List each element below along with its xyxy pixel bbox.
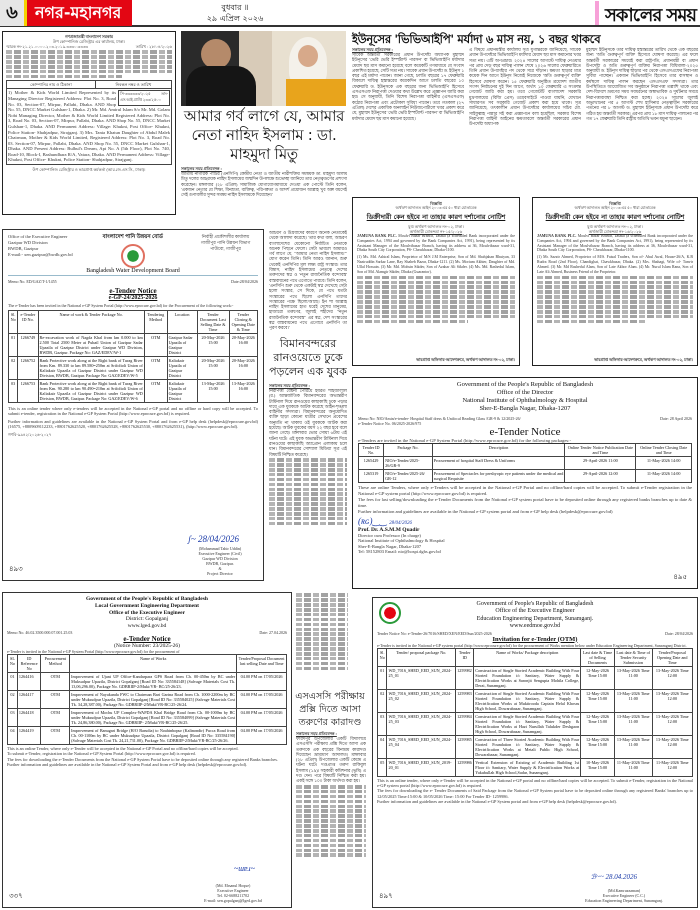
cell-sec: 13-May-2026 Time 11:00	[614, 735, 652, 758]
reg-no: সি-৩৩৩৩৩৩/২০২৫ তাং- এস.আই.প্রাপ্তি ২৩৩/২৫০০	[118, 90, 170, 105]
office-line: Gazipur WD Division	[8, 240, 48, 245]
cell-name: Construction of Single Storied Academic Building With Four Storied Foundation i/c Sanitary, Water Supply & Electrification Works at Hazi Nurullah Talukder Deshgaon High School, Dowarabazar, Sunamganj.	[475, 713, 580, 734]
office-line: Office of the Executive Engineer	[8, 234, 68, 239]
company-table	[6, 80, 172, 165]
column-header: Tender/Proposal Document last selling Date and Time	[237, 654, 287, 672]
cell-desc: Procurement of Spectacles for presbyopic eye patients under the medical and surgical Requisite	[433, 471, 564, 481]
col-reg: নিবন্ধন নম্বর ও তারিখ	[95, 81, 171, 89]
cell-name: Improvement of Nayakanda FWC to Chairman Bari Garina Road from Ch. 1000-2200m by BC under Muksudpur Upazila, District Gopalganj [Road ID No: 335584025] (Salvage Materials Cost Tk. 34,28,387.00), Package No. GDBRIIP-2/Muki/VR-BC/25-26/24.	[71, 691, 236, 707]
byline: সকালের সময় প্রতিবেদক :	[181, 166, 222, 171]
cell-pkg: WD_7016_SHED_EED_SUN_2024-25_02	[387, 689, 456, 712]
rjsc-notice	[2, 31, 176, 215]
cell-sl: 04	[378, 735, 387, 758]
nio-tender-notice	[352, 377, 698, 589]
cell-close: 20-May-2026 16:00	[229, 334, 257, 357]
para: This is an online Tender, where only e-Tender will be accepted in the National e-GP Portal and no offline/hard copies will be accepted.	[7, 745, 239, 751]
cell-name: Improvement of Ujani UP Office-Kandarpara GPS Road from Ch. 00-450m by BC under Muksudpur Upazila, District Gopalganj [Road ID No: 335584148] (Salvage Materials Cost Tk. 13,06,296.00), Package No. GDBRIIP-2/Muki/VR- BC/25-26/23.	[71, 673, 236, 689]
story-body: আচরণ ও উগ্রবাদের কারণে অনেক নেতাকেই থেকে আলাদা করেছে। 'তার কথা বলা, আচরণ বাংলাদেশের যেকোনো নির্বাচিত নেতাকে অনেক পিছনে ফেলে। সেটা ভাবলে আমারও গর্ব লাগে যে, "আমার নেতা নাহিদ ইসলাম।"' যোগ করেন তিনি। তিনি আরও জানান, শুরু থেকেই এনসিপির মূল লক্ষ্য রাষ্ট্র সংস্কার। তার বিশ্বাস, নাহিদ ইসলামের নেতৃত্বে দেশের তরুণদের স্বপ্ন ও 'নতুন রাজনৈতিক বন্দোবস্ত' বাস্তবায়নের পথে এগোতে পারবে। তিনি বলেন, 'এনসিপি শুরু থেকে একটাই স্বপ্ন দেখেছে সেটা হলো সংস্কার, সে দিকে, যে পথে যতটা সংস্কারের পথে ছিলো এনসিপি তাদের সংস্কারের পক্ষে ছিলো/আছে। ইন শা আল্লাহ নাহিদ ইসলামের হাত ধরেই দেশের মানুষের, হাজারো তরুণের, জুলাই শহীদের "নতুন রাজনৈতিক বন্দোবস্ত" এর স্বপ্ন, দেশ সংস্কারের স্বপ্ন বাস্তবায়নের পথে এগোবে এনসিপি তা পূরণ করবে।'	[269, 230, 347, 330]
col-company: কোম্পানির নাম ও ঠিকানা	[7, 81, 96, 89]
cell-pub: 29-April-2026 11:00	[565, 457, 636, 470]
cell-id: 1259983	[456, 689, 474, 712]
para: To submit e-Tender, registration in the National e-GP System Portal (http://www.eprocure.gov.bd) is required.	[7, 751, 196, 757]
cell-sec: 13-May-2026 Time 11:00	[614, 712, 652, 735]
cell-desc: Procurement of hospital Staff Dress & Uniforms	[432, 457, 565, 470]
cell-id: 1259986	[456, 758, 474, 776]
headline-airport: বিমানবন্দরের রানওয়েতে ঢুকে পড়লেন এক যুবক	[269, 337, 347, 378]
cell-sl: 02	[9, 357, 18, 380]
column-header: Tendering Method	[144, 311, 167, 334]
cell-method: OTM	[144, 357, 167, 380]
cell-location: Kaliakair Upazila of Gazipur District	[167, 357, 197, 380]
header-line: Government of the People's Republic of Bangladesh	[456, 381, 594, 388]
byline: সকালের সময় প্রতিবেদক :	[352, 47, 393, 52]
masthead	[0, 0, 700, 27]
nio-tender-table	[358, 443, 692, 483]
cell-date: 04.00 PM on 17/05/2026	[237, 690, 287, 708]
cell-sell: 12-May-2026 Time 15:00	[581, 735, 615, 758]
photo-mitu	[181, 31, 346, 106]
jamuna-bank-notice	[352, 197, 520, 366]
cell-sell: 20-May-2026 15:00	[197, 334, 229, 357]
notice-subtitle: e-GP-24/2025-2026	[108, 295, 158, 301]
cell-id: 1264416	[17, 672, 41, 690]
memo: Memo No. ED/GAZ/T-1/1455	[8, 279, 57, 284]
cell-method: OTM	[41, 672, 70, 690]
notice-title: Invitation for e-Tender (OTM)	[492, 635, 578, 643]
column-header: Name of Works	[70, 654, 237, 672]
cell-date: 04.00 PM on 17/05/2026	[237, 726, 287, 744]
cell-sell: 12-May-2026 Time 15:00	[581, 689, 615, 712]
bwdb-tender-table	[8, 310, 258, 403]
column-header: Name of work & Tender Package No.	[38, 311, 144, 334]
header-line: Government of the People's Republic of Bangladesh	[86, 596, 208, 602]
notice-intro: The e-Tender has been invited in the National e-GP System Portal (http://www.eprocure.gov.bd) for the Procurement of the following work:-	[8, 303, 234, 308]
notice-subtitle: (Notice Number: 23/2025-26)	[114, 642, 180, 649]
court: যুগ্ম অর্থঋণ আদালত নং-০২, ঢাকা।	[587, 224, 643, 229]
notice-intro: e-Tenders are invited in the National e-GP System Portal (http://www.eprocure.gov.bd) for the following packages:-	[358, 438, 571, 443]
cell-sl: 03	[378, 712, 387, 735]
case-number: অর্থজারী মোকদ্দমা নং-১৫/২০২৬	[409, 229, 463, 234]
date: ২৯ এপ্রিল ২০২৬	[206, 14, 264, 23]
signature: ~ɯɐɹ~	[233, 864, 255, 873]
story-body: নিরাপত্তা বেষ্টনী পেরিয়ে হযরত শাহজালাল (র.) আন্তর্জাতিক বিমানবন্দরের অভ্যন্তরীণ টার্মিনাল দিয়ে রানওয়ের কাছাকাছি ঢুকে পড়ার দায়ে এক যুবককে আটক করেছে আইন-শৃঙ্খলা বাহিনীর সদস্যরা। বিমানবন্দরের অনুমোদিত ব্যক্তি ছাড়া কোনো যাত্রীর সেখানে প্রবেশের অনুমতি না থাকায় ওই যুবককে আটক করা হয়েছে। আটক যুবকের বয়স ২২ বছর হবে বলে জানা গেছে। মঙ্গলবার ভোর সোয়া ৬টায় এই ঘটনা ঘটে। এই যুবক অভ্যন্তরীণ টার্মিনাল দিয়ে রানওয়ের কাছাকাছি অ্যাপ্রোন এলাকায় চলে যান। বিমানবন্দরের সোশ্যাল মিডিয়া সূত্র এই বিষয়টি নিশ্চিত করেছে।	[269, 388, 347, 457]
cell-open: 11-May-2026 Time 12:00	[652, 758, 692, 776]
para: Further information and guidelines are available in the National e-GP System Portal and from e-GP help desk (helpdesk@eprocure.gov.bd).	[7, 761, 248, 767]
column-header: Location	[167, 311, 197, 334]
ad-code: ৪৯৩	[9, 565, 23, 573]
memo: Memo No: NIO/Amin/e-tender- Hospital Staff dress & Unifocal Reading Glass /GR-9 & 12/2025-26/	[358, 416, 521, 421]
story-exam-top	[296, 592, 348, 688]
header-line: Office of the Executive Engineer	[495, 608, 575, 615]
column-header: e-Tender ID No.	[18, 311, 38, 334]
signer-line: &	[218, 566, 222, 571]
para: The fees for downloading the e-Tender Documents from the National e-GP System Portal have to be deposited online through any registered Banks branches.	[7, 756, 279, 762]
notice-footer: ভারপ্রাপ্ত অফিসার-আদেশক্রমে, অর্থঋণ আদালত নং-০২, ঢাকা।	[594, 357, 693, 362]
cell-pkg: WD_7016_SHED_EED_SUN_2019-20_01	[387, 758, 456, 776]
header-link[interactable]: www.eedmoe.gov.bd	[509, 623, 561, 630]
byline: সকালের সময় প্রতিবেদক :	[269, 383, 310, 388]
date: Date: 28/04/2026	[665, 630, 693, 636]
cell-method: OTM	[41, 726, 70, 744]
lged-tender-notice	[2, 592, 292, 908]
header-line: Government of People's Republic of Bangladesh	[476, 601, 594, 607]
memo: Memo No. 46.02.3500.000.07.001.25.03	[7, 629, 73, 635]
cell-pkg: WD_7016_SHED_EED_SUN_2024-25_04	[387, 735, 456, 758]
cell-close: 11-May-2026 14:00	[636, 470, 692, 483]
signer-line: BWDB, Gazipur.	[206, 561, 234, 566]
notice-title: ডিক্রীদারী কেন হইবে না তাহার কারণ দর্শানোর নোটিশ	[545, 213, 685, 221]
defendants: (1) Mr. Sazzir Ahmed, Proprietor of M/S. Faisal Traders, Son of- Abul Awal, House-26/A, K.B Rudra Road (2nd Floor), Chandighat, Chawkbazar, Dhaka. (2) Mrs. Shahagi, Wife of- Tanvir Ahmed. (3) Mr. Md Rashedul Alam, Son of Late Akbor Alam. (4) Mr. Nurul Islam Rana, Son of Late Ali Ahmed, Business Friend of the Proprietor.	[537, 255, 693, 274]
table-row	[359, 457, 692, 470]
story-body: ফরিদপুর উপজেলার একটি বিদ্যালয়ে এসএসসি পরীক্ষায় প্রক্সি দিতে আসা এক তরুণকে এক বছরের বিনাশ্রম কারাদণ্ড দিয়েছেন ভ্রাম্যমাণ আদালত। মঙ্গলবার (২৮ এপ্রিল) উপজেলার একটি কেন্দ্রে এ ঘটনা ঘটে। দণ্ডপ্রাপ্ত তরুণ রাকিবুল ইসলাম (১৯)। সহকারী কমিশনার (ভূমি) এ দণ্ড দেন। পরে বিষয়টি নিশ্চিত করা হয়। একই সঙ্গে ১০০ টাকা অর্থদণ্ড করা হয়।	[296, 736, 366, 784]
notice-title: e-Tender Notice	[123, 634, 171, 643]
ad-code: ৪৯৭	[379, 892, 393, 900]
table-row	[8, 672, 287, 690]
cell-id: 1264417	[17, 690, 41, 708]
kicker: বিজ্ঞপ্তি	[609, 201, 621, 206]
column-header: SL No	[8, 654, 18, 672]
para: The fees for last selling/downloading the e-Tender Documents from the National e-GP system portal have to be deposited online through any registered banks branches up to date & time.	[358, 497, 692, 508]
cell-location: Gazipur Sadar Upazila of Gazipur District	[167, 334, 197, 357]
headline-yunus: ইউনূসের 'ভিভিআইপি' মর্যাদা ৬ মাস নয়, ১ বছর থাকবে	[352, 32, 601, 46]
signer-line: Gazipur WD Division	[202, 556, 238, 561]
ad-code: ৪৯৫	[673, 573, 687, 581]
notice-gov: গণপ্রজাতন্ত্রী বাংলাদেশ সরকার	[64, 34, 113, 39]
eed-tender-table	[377, 648, 693, 777]
cell-open: 13-May-2026 Time 12:00	[652, 666, 692, 689]
table-row	[378, 712, 693, 735]
ad-code: ৩৩৭	[9, 892, 23, 900]
cell-close: 13-May-2026 16:00	[229, 380, 257, 403]
story-col: এ বিষয়ে প্রধানমন্ত্রীর কার্যালয় সূত্র যুগান্তরকে জানিয়েছে, সাবেক প্রধান উপদেষ্টার ভিভিআইপি মর্যাদার মেয়াদ ছয় মাস কমানোর খবর সত্য নয়। এটি অপপ্রচার। ২০২৪ সালের আগস্টে দায়িত্ব নেওয়ার পর প্রায় দেড় বছর দায়িত্ব পালন শেষে ২০২৬ সালের ফেব্রুয়ারিতে তিনি প্রধান উপদেষ্টার পদ থেকে সরে দাঁড়ান। ক্ষমতা ছাড়ার মাত্র কয়েক দিন আগে ইউনূস নিজেই নিজেকে 'অতি গুরুত্বপূর্ণ ব্যক্তি' হিসেবে ঘোষণা করেন। ১৫ ফেব্রুয়ারি অনুষ্ঠিত ত্রয়োদশ জাতীয় সংসদ নির্বাচনের দুই দিন আগে, অর্থাৎ ১০ ফেব্রুয়ারি এ সংক্রান্ত গেজেট জারি করা হয়। তবে গেজেটটি বাংলাদেশ সরকারি মুদ্রণালয়ের (বিজি প্রেস) ওয়েবসাইটে পাওয়া যায়নি, যেখানে সাধারণত সব সরকারি গেজেট প্রকাশ করা হয়ে থাকে। সূত্র জানিয়েছে, তৎকালীন প্রধান উপদেষ্টার কার্যালয়ের সচিব মো. সাইফুল্লাহ পান্নার সই করা প্রজ্ঞাপনে বলা হয়েছিল, সরকার বিশেষ নিরাপত্তা বাহিনী আইনের ক্ষমতাবলে অন্তর্বর্তী সরকারের প্রধান উপদেষ্টা অধ্যাপক	[469, 47, 581, 127]
header-line: Sher-E-Bangla Nagar, Dhaka-1207	[479, 405, 571, 412]
office-bn: পাউবো, গাজীপুর	[210, 246, 241, 251]
column-header: Last date & Time of Selling Documents	[581, 648, 615, 666]
story-yunus	[352, 47, 698, 192]
notice-intro: e-Tender is invited in the National e-GP System Portal (http://www.eprocure.gov.bd) for the procurement of	[7, 648, 180, 654]
cell-sl: 03	[9, 380, 18, 403]
table-row	[8, 690, 287, 708]
date: Date: 28 April 2026	[660, 416, 692, 421]
para: Further information and guidelines are available in the National e-GP System portal and from e-GP help desk (helpdesk@eprocure.gov.bd).	[377, 798, 617, 804]
signature: ℬ~~ 28.04.2026	[590, 873, 637, 881]
notice-footer: উপ কোম্পানিজ রেজিস্ট্রার ও ভারপ্রাপ্ত কর্মকর্তা (আর.জে.এস.সি., ঢাকা)।	[32, 167, 146, 173]
signature: (ʀɢ)‿‿ 28/04/2026	[358, 515, 412, 526]
cell-location: Kaliakair Upazila of Gazipur District	[167, 380, 197, 403]
signer-line: National Institute of Ophthalmology & Hospital	[358, 538, 445, 544]
office-bn: নির্বাহী প্রকৌশলীর কার্যালয়	[201, 234, 250, 239]
cell-id: 1266749	[18, 334, 38, 357]
signer-name: Prof. Dr. A.S.M.M Quadir	[358, 526, 420, 533]
cell-sl: 02	[378, 689, 387, 712]
cell-sl: 01	[378, 666, 387, 689]
cell-sell: 12-May-2026 Time 15:00	[581, 712, 615, 735]
cell-sl: 05	[378, 758, 387, 776]
story-mitu	[181, 166, 347, 230]
cell-id: 1264418	[17, 708, 41, 726]
cell-date: 04.00 PM on 17/05/2026	[237, 708, 287, 726]
story-airport	[269, 383, 347, 571]
notice-title: e-Tender Notice	[489, 426, 561, 438]
bangladesh-govt-logo-icon	[379, 602, 401, 624]
column-header: Tender/ proposal package No.	[387, 648, 456, 666]
story-body: জাতীয় নাগরিক পার্টির (এনসিপি) কেন্দ্রীয় নেতা ও জাতীয় নারীশক্তির সমন্বয়ক ডা. মাহমুদা আলম মিতু দলের আহ্বায়ক নাহিদ ইসলামের জন্মদিন উপলক্ষে শুভেচ্ছা জানিয়ে তার নেতৃত্বগুণের প্রশংসা করেছেন। মঙ্গলবার (২৮ এপ্রিল) সামাজিক যোগাযোগমাধ্যমে দেওয়া এক পোস্টে তিনি বলেন, 'একজন নেতার যে শিক্ষা, বিনম্রতা, ব্যক্তিত্ব, পরিপক্বতা ও আদর্শ প্রয়োজন আল্লাহ খুব অল্প বয়সেই সেই গুণাবলীর সুন্দর সমন্বয় নাহিদ ইসলামকে দিয়েছেন।'	[181, 171, 347, 198]
table-row	[359, 470, 692, 483]
column-header: Tender Closing & Opening Date & Time	[229, 311, 257, 334]
newspaper-logo: সকালের সময়	[595, 1, 696, 25]
notice-title: ডিক্রীদারী কেন হইবে না তাহার কারণ দর্শানোর নোটিশ	[366, 213, 506, 221]
bwdb-logo-icon	[121, 244, 145, 268]
cell-name: Vertical Extension of Existing of Academic Building 1st Floor i/c Sanitary, Water Supply & Electrification Works at Yakubullah High School,Sadar, Sunamganj.	[475, 759, 580, 775]
office-bn: গাজীপুর পানি উন্নয়ন বিভাগ	[200, 240, 251, 245]
cell-sec: 13-May-2026 Time 11:00	[614, 666, 652, 689]
headline-exam: এসএসসি পরীক্ষায় প্রক্সি দিতে আসা তরুণের কারাদণ্ড	[295, 691, 365, 728]
column-header: Tender ID	[456, 648, 474, 666]
defendants: (1) Ms. Md. Ashiral Islam, Proprietor of M/S J.M Enterprise, Son of Md. Shahjahan Bhuiyan, 33 Naziruddin Sarkar Lane, Ray Shaheb Bazar, Dhaka-1211. (2) Ms. Morium Akhter, Daughter of Md. Ullal Hossain. (3) Mr. Md. Mohsin Sikder, Son of Azahar Ali Sikder. (4) Ms. Md. Rashedul Islam, Son of Md. Alamgir Sikder, Dhaka (Guarantor).	[357, 255, 515, 274]
signer-line: E-mail: xen.gopalganj@lged.gov.bd	[204, 898, 262, 903]
cell-name: Construction of Three Storied Academic Building With Four Storied Foundation i/c Sanitary, Water Supply & Electrification Works at Metali Public High School, Dowarabazar, Sunamganj.	[475, 736, 580, 757]
cell-pkg: NIO/e-Tender/2025-26/GR-9	[384, 457, 433, 470]
cell-id: 1264419	[17, 726, 41, 744]
header-line: Local Government Engineering Department	[94, 602, 200, 609]
cell-id: 1259985	[456, 735, 474, 758]
issue-date	[190, 2, 280, 24]
cell-name: Construction of Single Storied Academic Building With Four Storied Foundation i/c Sanitary, Water Supply & Electrification Works at Saronjit Sengupta Mohila College, Derai, Sunamganj.	[475, 667, 580, 688]
sign-date: 28.04.2026	[605, 873, 637, 881]
para: The fees for downloading the e- Tender Documents of Said Package from the National e-GP System portal have to be deposited online through any registered Banks' branches up to 12/05/2025 Time:15:00 & 10/05/2026 Time: 15:00 For Tender ID- 1259986.	[377, 788, 693, 799]
signature: ʃ~ 28/04/2026	[188, 534, 239, 544]
cell-pkg: WD_7016_SHED_EED_SUN_2024-25_03	[387, 712, 456, 735]
header-link[interactable]: www.lged.gov.bd	[127, 623, 167, 630]
office-email: E-mail:- xen.gazipur@bwdb.gov.bd	[8, 252, 73, 257]
signer-line: Director cum Professor (In charge)	[358, 532, 421, 538]
cell-open: 13-May-2026 Time 12:00	[652, 735, 692, 758]
signer-block	[559, 888, 689, 903]
table-row	[9, 380, 258, 403]
table-row	[8, 726, 287, 744]
cell-name: Bank Protective work along at the Right bank of Turag River from Km. 89.330 to km 89.580=250m at Srifoltoli Union of Kaliakair Upazila of Gazipur District under Gazipur WD Division, BWDB, Gazipur. Package No: GAZ/EDEV/W-5	[39, 358, 143, 378]
cell-id: 1259982	[456, 666, 474, 689]
table-row	[378, 735, 693, 758]
signer-block	[183, 883, 283, 903]
cell-id: 1266752	[18, 357, 38, 380]
cell-method: OTM	[144, 380, 167, 403]
column-header: Name of Works/ Package description	[474, 648, 581, 666]
notice-number: e-Tender Notice No. 06/2025-2026/975	[358, 421, 422, 426]
table-row	[8, 708, 287, 726]
company-text: 1) Mother & Kids World Limited Represented by its Managing Director Registered Address: Plot No. 3, Road No. 03, Section-07, Mirpur, Pallabi, Dhaka. AND Shop No. 55, DNCC Market Gulshan-1, Dhaka. 2) Mr. Md. Amirul Islam S/o Mr. Md. Golam Nobi Managing Director, Mother & Kids World Limited Registered Address: Plot No. 3, Road No. 03, Section-07, Mirpur, Pallabi, Dhaka. AND Shop No. 55, DNCC Market Gulshan-1, Dhaka. AND Permanent Address: Village: Khukni, Post Office- Khukni, Police Station- Shahjadpur, Sirajganj. 3) Mrs. Tania Khatun Daughter of Abdul Malek Chairman, Mother & Kids World Limited, Registered Address: Plot No. 3, Road No. 03. Section-07, Mirpur, Pallabi, Dhaka. AND Shop No. 55, DNCC Market Gulshan-1, Dhaka. AND Present Address: Bulbul's Dream, Apt No. A (5th Floor), Plot No. 740, Road-10, Block-I, Bashundhara R/A, Vatara, Dhaka. AND Permanent Address: Village- Khukni, Post Office- Khukni, Police Station- Shahjadpur, Sirajganj.	[8, 90, 170, 163]
header-line: District: Gopalganj	[125, 616, 169, 623]
case-number: অর্থজারী মোকদ্দমা নং-১৬/২০২৬	[588, 229, 642, 234]
cell-sl: 01	[8, 672, 18, 690]
column-header: Package No.	[384, 444, 433, 457]
signer-line: (Md. Ehsanul Hoque)	[215, 883, 251, 888]
cell-sl: 03	[8, 708, 18, 726]
column-header: Tender/Proposal Opening Date and Time	[652, 648, 692, 666]
story-col: সাবেক অন্তর্বর্তী সরকারের প্রধান উপদেষ্টা অধ্যাপক মুহাম্মদ ইউনূসের 'ভেরি ভেরি ইম্পর্ট্যান্ট পারসন' বা ভিভিআইপি মর্যাদার মেয়াদ ছয় মাস কমানো হয়েছে বলে কয়েকটি গণমাধ্যমে যে সংবাদ প্রকাশিত হয়েছে, সেটি সত্য নয়। সাবেক প্রধান উপদেষ্টা ড. ইউনূস ১ বছর এই মর্যাদা পাবেন। জানা গেছে, চলতি বছরের ১৭ ফেব্রুয়ারি বিকালে দায়িত্ব হস্তান্তরের কয়েকদিন আগে চলতি বছরের ১০ ফেব্রুয়ারি ড. ইউনূসকে এক বছরের জন্য ভিভিআইপি হিসেবে এসএসএফ নিরাপত্তা দেওয়ার কথা উল্লেখ করে প্রজ্ঞাপন জারি করা হয়। সে অনুযায়ী, তিনি বিশেষ নিরাপত্তা বাহিনীর (এসএসএফ) কঠোর নিরাপত্তা এবং প্রটোকল সুবিধা পাবেন। তবে গতকাল (২৭ এপ্রিল) দেশের একাধিক অনলাইন নিউজপোর্টালে খবর প্রকাশ করে যে, মুহাম্মদ ইউনূসের 'ভেরি ভেরি ইম্পর্ট্যান্ট পারসন' বা ভিভিআইপি মর্যাদার মেয়াদ ছয় মাস কমানো হয়েছে।	[352, 52, 464, 121]
cell-id: 1259984	[456, 712, 474, 735]
column-header: Sl. No	[9, 311, 18, 334]
header-line: Office of the Director	[496, 389, 554, 396]
cell-id: 1265319	[359, 470, 384, 483]
cell-method: OTM	[41, 708, 70, 726]
memo: Tender Notice No: e-Tender-26/7016/SHED/XEN/EED/Sun/2025-2026	[377, 630, 492, 636]
cell-sl: 01	[9, 334, 18, 357]
column-header: Description	[432, 444, 565, 457]
story-exam	[296, 731, 366, 907]
cell-date: 04.00 PM on 17/05/2026	[237, 672, 287, 690]
cell-name: Bank Protective work along at the Right bank of Turag River from Km. 90.280 to km 90.490=210m at Srifoltoli Union of Kaliakair Upazila of Gazipur District under Gazipur WD Division, BWDB, Gazipur. Package No: GAZ/EDEV/W-6	[39, 381, 143, 401]
para: These are online Tenders, where only e-Tenders will be accepted in the National e-GP Portal and no offline/hard copies will be accepted. To submit e-Tender registration in the National e-GP system portal (http://www.eprocure.gov.bd) is required.	[358, 485, 692, 496]
eed-tender-notice	[372, 597, 698, 908]
cell-name: Improvement of Banugari Bridge (H/O Barudia) to Noahinbopur (Kalinondir) Pucca Road from Ch. 00-1100m by BC under Muksudpur Upazila, District Gopalganj [Road ID No: 335584190] (Salvage Materials Cost Tk. 24,21,731.00), Package No. GDBRIIP-2/Muki/VR-BC/25-26/26.	[71, 727, 236, 743]
cell-close: 20-May-2026 16:00	[229, 357, 257, 380]
column-header: Online Tender Closing Date and Time	[636, 444, 692, 457]
notice-intro: e-Tender is invited in the National e-GP system portal (http://www.eprocure.gov.bd) for the procurement of Works mention below under Education Engineering Department, Sunamganj District.	[377, 642, 687, 648]
table-row	[378, 689, 693, 712]
signer-line: Executive Engineer	[217, 888, 249, 893]
para: This is an online tender, where only e-Tender will be accepted in the National e-GP portal and no offline/hard copies will be accepted. To submit e-Tender, registration in the National e-GP system portal (http://www.eprocure.gov.bd) is required.	[377, 777, 693, 788]
cell-open: 13-May-2026 Time 12:00	[652, 712, 692, 735]
column-header: Procurement Method	[41, 654, 70, 672]
table-row	[378, 666, 693, 689]
kicker: বিজ্ঞপ্তি	[430, 201, 442, 206]
para: Further information and guidelines are available in the National e-GP System Portal and from e-GP help desk (helpdesk@eprocure.gov.bd) (16575, +8809609112233, +8801762625520, +8801762625528, +8801762625530, +8801762625531), (http://www.eprocure.gov.bd).	[8, 418, 258, 429]
table-row	[378, 758, 693, 776]
story-col: মুহাম্মদ ইউনূসকে তার দায়িত্ব হস্তান্তরের তারিখ থেকে এক বছরের জন্য 'অতি গুরুত্বপূর্ণ ব্যক্তি' হিসেবে ঘোষণা করেছে। এর ফলে অন্তর্বর্তী সরকারের সময়েই করা রাষ্ট্রপতি, প্রধানমন্ত্রী বা প্রধান উপদেষ্টা ও অতি গুরুত্বপূর্ণ ব্যক্তির নিরাপত্তা বিধিমালা-২০২৫ অনুযায়ী ড. ইউনূস দায়িত্ব ছাড়ার পর থেকে এসএসএফের নিরাপত্তা সুবিধা পাচ্ছেন। একজন ভিভিআইপি হিসেবে তার বাসস্থান ও কর্মস্থলে দায়িত্ব পালন করছেন এসএসএফ সদস্যরা। তার উপস্থিতিতে আয়োজিত সব অনুষ্ঠানে নিরাপত্তা তল্লাশি থাকে এবং দেশ-বিদেশে ভ্রমণের সময় সবধরনের অস্বাভাবিক ও দুর্ঘটনার সময়ে নিরাপত্তাব্যবস্থা নিশ্চিত করা হচ্ছে। ২০২৪ সালের জুলাই অভ্যুত্থানের পর ৫ আগস্ট শেখ হাসিনার নেতৃত্বাধীন সরকারের পতনের পর ৮ আগস্ট ড. মুহাম্মদ ইউনূসকে প্রধান উপদেষ্টা করে গঠিত হয় অন্তর্বর্তী সরকার। এরপর প্রায় ১৮ মাস দায়িত্ব পালনের পর গত ১৭ ফেব্রুয়ারি তিনি রাষ্ট্রীয় অতিথি ভবন যমুনা ছাড়েন।	[586, 47, 698, 121]
ref: গণবি-৯৯৪২/২০২৬-২০২৭	[8, 432, 52, 438]
signer-line: Tel. 02-6688211702	[216, 893, 250, 898]
cell-method: OTM	[144, 334, 167, 357]
signer-line: Sher-E-Bangla Nagar, Dhaka-1207	[358, 543, 422, 549]
column-header: ID Reference No	[17, 654, 41, 672]
byline: সকালের সময় প্রতিবেদক :	[296, 731, 337, 736]
signer-line: Tel: 58152803 Email: nio@hospi.dghs.gov.bd	[358, 549, 441, 555]
cell-method: OTM	[41, 690, 70, 708]
column-header: Tender ID No.	[359, 444, 384, 457]
bank-name: JAMUNA BANK PLC.	[537, 234, 577, 238]
cell-sec: 13-May-2026 Time 11:00	[614, 689, 652, 712]
cell-close: 11-May-2026 14:00	[636, 457, 692, 470]
date: Date: 27.04.2026	[259, 629, 287, 635]
signer-block	[185, 546, 255, 576]
story-mitu-continued	[269, 230, 347, 330]
cell-sec: 11-May-2026 Time 11:00	[614, 758, 652, 776]
header-line: Education Engineering Department, Sunamganj.	[476, 615, 594, 622]
table-row	[9, 357, 258, 380]
notice-office: উপ কোম্পানিজ রেজিস্ট্রার এর কার্যালয়, ঢাকা।	[52, 39, 126, 44]
cell-name: Improvement of Mochu UP Complex-WAPDA Khal Bridge Road from Ch. 00-1000m by BC under Muksudpur Upazila, District Gopalganj [Road ID No: 335584099] (Salvage Materials Cost Tk. 24,86,380.00), Package No. GDBRIIP- 2/Muki/VR-BC/25-26/25.	[71, 709, 236, 725]
cell-name: Construction of Single Storied Academic Building With Four Storied Foundation i/c Sanitary, Water Supply & Electrification Works at Muktirooda Captain Helal Khosru High School, Dowarabazar, Sunamganj.	[475, 690, 580, 711]
cell-id: 1266753	[18, 380, 38, 403]
org-en: Bangladesh Water Development Board	[8, 268, 258, 276]
page-number: ৬	[0, 0, 24, 26]
cell-sell: 20-May-2026 15:00	[197, 357, 229, 380]
bank-text: Moulvi Bazar Branch, Dhaka (a scheduled Bank incorporated under the Companies Act, 1994 and governed by the Bank Companies Act, 1991), being represented by its Assistant Manager of the Moulvibazar Branch, having its address at 36, Moulvibazar ward-31, Dhaka South City Corporation, PS- Chawkbazar, Dhaka-1100.	[537, 234, 693, 253]
jamuna-bank-notice	[532, 197, 698, 366]
notice-title: e-Tender Notice	[109, 287, 157, 295]
column-header: Tender Document Last Selling Date & Time	[197, 311, 229, 334]
cell-sl: 04	[8, 726, 18, 744]
signer-line: Executive Engineer (C.C.)	[602, 893, 646, 898]
sub: অর্থঋণ আদালত আইন ২০০৩ এর ৫০ ধারা মোতাবেক	[395, 206, 477, 210]
section-title: নগর-মহানগর	[24, 0, 132, 26]
cell-pub: 29-April-2026 12:00	[565, 470, 636, 483]
cell-sell: 12-May-2026 Time 15:00	[581, 666, 615, 689]
signer-line: (Mohammad Tahir Uddin)	[198, 546, 242, 551]
date: Date:28/04/2026	[231, 279, 258, 284]
cell-sell: 13-May-2026 15:00	[197, 380, 229, 403]
signer-line: (Md.Kamruzzaman)	[607, 888, 641, 893]
cell-pkg: NIO/e-Tender/2025-26/ GR-12	[384, 470, 433, 483]
signer-line: Project Director	[207, 571, 233, 576]
para: Further information and guidelines are available in the National e-GP system portal and from e-GP help desk (helpdesk@eprocure.gov.bd)	[358, 509, 613, 515]
notice-memo: স্মারক নং-২১.২১.০০০০.২০৩.২০১৯.৩৩৩০.৩৩৩৩	[6, 44, 89, 49]
office-line: BWDB, Gazipur	[8, 246, 39, 251]
header-line: Office of the Executive Engineer	[108, 609, 186, 616]
column-header: Online Tender Notice Publication Date and Time	[565, 444, 636, 457]
sign-date: 28/04/2026	[389, 520, 412, 526]
bank-text: Moulvi Bazar Branch, Dhaka (a scheduled Bank incorporated under the Companies Act, 1994 and governed by the Bank Companies Act, 1991), being represented by its Assistant Manager of the Moulvibazar Branch, having its address at 36, Moulvibazar ward-31, Dhaka South City Corporation, PS- Chawkbazar, Dhaka-1100.	[357, 234, 515, 253]
org-bn: বাংলাদেশ পানি উন্নয়ন বোর্ড	[102, 234, 163, 240]
table-row	[9, 334, 258, 357]
cell-id: 1265429	[359, 457, 384, 470]
bwdb-tender-notice	[2, 229, 264, 581]
sub: অর্থঋণ আদালত আইন ২০০৩ এর ৫০ ধারা মোতাবেক	[574, 206, 656, 210]
column-header: Last date & Time of Tender Security Submission	[616, 649, 651, 665]
cell-open: 13-May-2026 Time 12:00	[652, 689, 692, 712]
header-line: National Institute of Ophthalmology & Hospital	[462, 397, 588, 404]
signer-line: Executive Engineer (Civil)	[198, 551, 242, 556]
notice-footer: ভারপ্রাপ্ত অফিসার-আদেশক্রমে, অর্থঋণ আদালত নং-০২, ঢাকা।	[416, 357, 515, 362]
para: This is an online tender where only e-tenders will be accepted in the National e-GP portal and no offline or hard copy will be accepted. To submit e-tender, registration in the National e-GP System Portal (http://www.eprocure.gov.bd) is required.	[8, 406, 258, 417]
signer-line: Education Engineering Department, Sunamganj.	[585, 898, 663, 903]
lged-tender-table	[7, 654, 287, 745]
cell-sl: 02	[8, 690, 18, 708]
cell-name: Re-excavation work of Nagda Khal from km 0.000 to km 2.500 Total 2500 Meter at Pubail Union of Gazipur Sadar Upazila of Gazipur District under Gazipur WD Division, BWDB, Gazipur. Package No: GAZ/EDEV/W-1	[39, 335, 143, 355]
court: যুগ্ম অর্থঋণ আদালত নং-০২, ঢাকা।	[408, 224, 464, 229]
weekday: বুধবার ॥	[221, 3, 249, 12]
cell-pkg: WD_7016_SHED_EED_SUN_2024-25_01	[387, 666, 456, 689]
headline-mitu: আমার গর্ব লাগে যে, আমার নেতা নাহিদ ইসলাম : ডা. মাহমুদা মিতু	[183, 107, 345, 163]
bank-name: JAMUNA BANK PLC.	[357, 234, 397, 238]
column-header: Sl. No	[378, 648, 387, 666]
notice-date: তারিখ : ২৮/০৪/২০২৬	[135, 44, 172, 49]
cell-sell: 10-May-2026 Time 15:00	[581, 758, 615, 776]
